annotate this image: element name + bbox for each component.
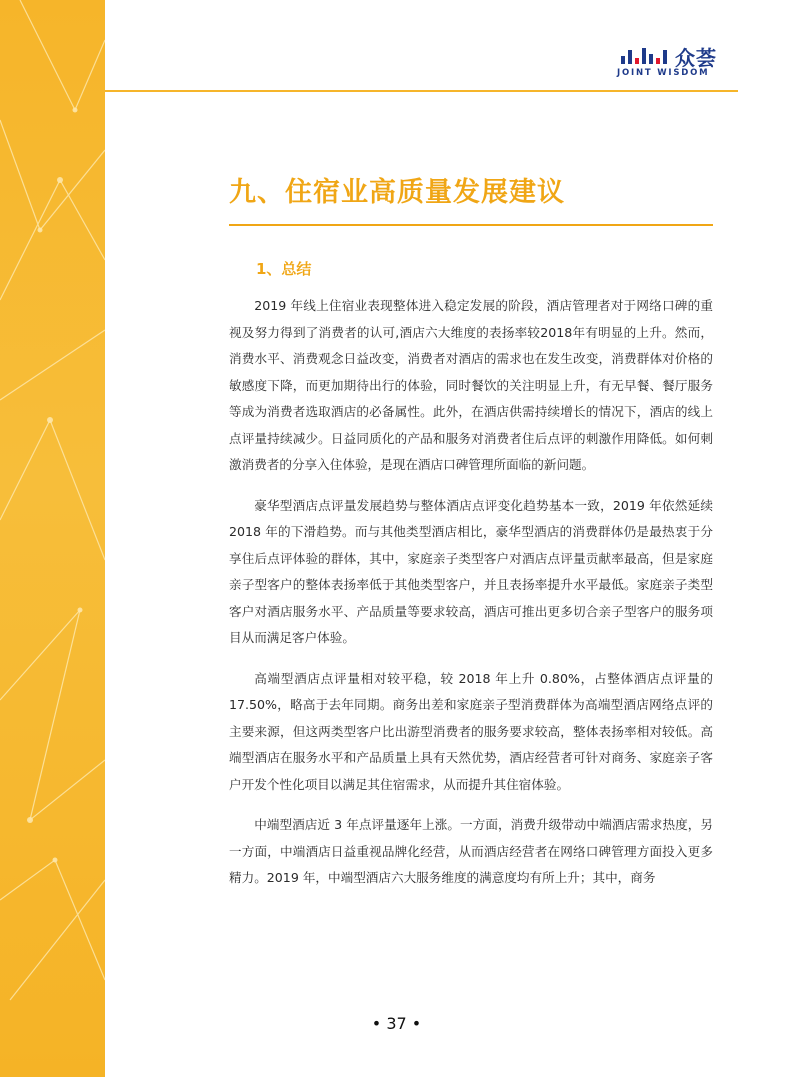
brand-name-cn: 众荟	[675, 46, 717, 70]
paragraph: 2019 年线上住宿业表现整体进入稳定发展的阶段，酒店管理者对于网络口碑的重视及努力得到了消费者的认可,酒店六大维度的表扬率较2018年有明显的上升。然而，消费水平、消费观念日益改变，消费者对酒店的需求也在发生改变，消费群体对价格的敏感度下降，而更加期待出行的体验，同时餐饮的关注明显上升，有无早餐、餐厅服务等成为消费者选取酒店的必备属性。此外，在酒店供需持续增长的情况下，酒店的线上点评量持续减少。日益同质化的产品和服务对消费者住后点评的刺激作用降低。如何刺激消费者的分享入住体验，是现在酒店口碑管理所面临的新问题。	[229, 298, 713, 472]
brand-name-en: JOINT WISDOM	[617, 68, 710, 78]
brand-logo	[617, 40, 737, 86]
section-heading: 1、总结	[256, 260, 312, 278]
body-content	[229, 293, 713, 906]
paragraph: 中端型酒店近 3 年点评量逐年上涨。一方面，消费升级带动中端酒店需求热度，另一方面，中端酒店日益重视品牌化经营，从而酒店经营者在网络口碑管理方面投入更多精力。2019 年，中端型酒店六大服务维度的满意度均有所上升；其中，商务	[229, 817, 713, 885]
paragraph: 豪华型酒店点评量发展趋势与整体酒店点评变化趋势基本一致，2019 年依然延续 2018 年的下滑趋势。而与其他类型酒店相比，豪华型酒店的消费群体仍是最热衷于分享住后点评体验的群体，其中，家庭亲子类型客户对酒店点评量贡献率最高，但是家庭亲子型客户的整体表扬率低于其他类型客户，并且表扬率提升水平最低。家庭亲子类型客户对酒店服务水平、产品质量等要求较高，酒店可推出更多切合亲子型客户的服务项目从而满足客户体验。	[229, 497, 713, 645]
page-title: 九、住宿业高质量发展建议	[229, 177, 565, 208]
paragraph: 高端型酒店点评量相对较平稳，较 2018 年上升 0.80%，占整体酒店点评量的17.50%，略高于去年同期。商务出差和家庭亲子型消费群体为高端型酒店网络点评的主要来源，但这两类型客户比出游型消费者的服务要求较高，整体表扬率相对较低。高端型酒店在服务水平和产品质量上具有天然优势，酒店经营者可针对商务、家庭亲子客户开发个性化项目以满足其住宿需求，从而提升其住宿体验。	[229, 670, 713, 792]
decorative-side-band	[0, 0, 105, 1077]
page-number: • 37 •	[371, 1014, 422, 1033]
geometric-pattern-icon	[0, 0, 105, 1077]
title-underline	[229, 224, 713, 226]
logo-bars-icon	[621, 46, 673, 68]
header-divider	[105, 90, 738, 92]
